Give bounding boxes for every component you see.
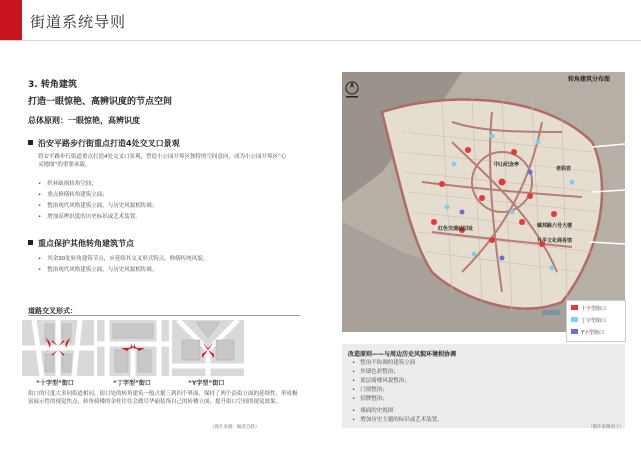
- image-source-note: （图片来源：编者自绘）: [210, 425, 260, 430]
- page-header: [0, 0, 641, 40]
- legend-swatch-icon: [571, 329, 578, 334]
- road-intersection-title: 道路交叉形式：: [28, 307, 77, 315]
- legend-swatch-icon: [571, 305, 578, 310]
- list-item: • 整治不协调的建筑立面: [352, 358, 415, 366]
- bullet-square-icon: [28, 240, 33, 245]
- header-divider: [0, 40, 641, 41]
- map-label: 镇邦路六号大楼: [537, 223, 573, 229]
- heading-protect-corners: [28, 238, 134, 249]
- bullet-square-icon: [28, 140, 33, 145]
- map-label: 红色交通站旧址: [438, 226, 474, 232]
- list-item: • 墙面的史视图: [352, 406, 393, 414]
- section-subtitle: 打造一眼惊艳、高辨识度的节点空间: [28, 97, 173, 107]
- thumb-label: “Y字型”街口: [188, 380, 225, 387]
- legend-item-cross: 十字型街口: [571, 305, 606, 312]
- heading-text: 沿安平路步行街重点打造4处交叉口景观: [38, 139, 180, 148]
- t-intersection-diagram: [97, 320, 169, 376]
- heading-text: 重点保护其他转角建筑节点: [38, 239, 134, 248]
- list-item: • 整治现代风格建筑立面，与历史风貌相协调。: [38, 265, 157, 273]
- list-item: • 招牌整治；: [352, 394, 388, 402]
- intersection-description: 街口的尺度大多同街道相同，街口处的转角建筑一般占据三到四个界面，保持了两个沿街立面的延续性，形成极富展示性的视觉焦点，转角骑楼的金柱往往会做尽华丽装饰自己的转楼立面，提升街口空间的视觉效果。: [28, 391, 298, 405]
- list-item: • 织补缺损转角空间；: [38, 179, 97, 187]
- legend-item-y: Y字型街口: [571, 329, 604, 336]
- map-legend: [566, 300, 626, 342]
- heading-key-intersections: [28, 138, 180, 149]
- map-label: 中山纪念亭: [494, 162, 520, 168]
- map-title: 转角建筑分布图: [568, 76, 611, 83]
- thumb-label: “十字型”街口: [36, 380, 74, 387]
- image-source-note: （图片来源同上）: [588, 425, 624, 430]
- map-label: 升平文化商务馆: [537, 238, 573, 244]
- brand-red-bar: [0, 0, 22, 40]
- legend-item-t: 丁字型街口: [571, 317, 606, 324]
- page-title: 街道系统导则: [30, 13, 127, 31]
- list-item: • 增加高辨识度的历史标识或艺术装置。: [38, 212, 141, 220]
- list-item: • 整治现代风格建筑立面，与历史风貌相协调；: [38, 201, 157, 209]
- cross-intersection-diagram: [22, 320, 94, 376]
- intersections-paragraph: 将安平路步行街道重点打造4处交叉口景观，塑造小公园开埠区独特的空间意向，成为小公园开埠区“心灵地图”的重要承载。: [38, 154, 287, 168]
- list-item: • 底层骑楼风貌整治；: [352, 376, 410, 384]
- list-item: • 外墙色彩整治；: [352, 367, 399, 375]
- corner-building-map: [342, 72, 625, 332]
- legend-swatch-icon: [571, 317, 578, 322]
- list-item: • 重点修缮转角建筑立面；: [38, 190, 108, 198]
- list-item: • 其余30处转角建筑节点，应延续其交叉形式特点，修缮传统风貌。: [38, 254, 208, 262]
- y-intersection-diagram: [172, 320, 244, 376]
- list-item: • 增加历史主题的标识或艺术装置。: [352, 415, 443, 423]
- general-principle: 总体原则：一眼惊艳，高辨识度: [28, 116, 140, 125]
- list-item: • 门窗整治；: [352, 385, 388, 393]
- section-title: 3. 转角建筑: [28, 80, 77, 90]
- road-title-underline: [28, 315, 300, 316]
- map-label: 老妈宫: [556, 166, 572, 172]
- panel-title: 改造原则——与周边历史风貌环境相协调: [348, 351, 457, 358]
- thumb-label: “丁字型”街口: [113, 380, 151, 387]
